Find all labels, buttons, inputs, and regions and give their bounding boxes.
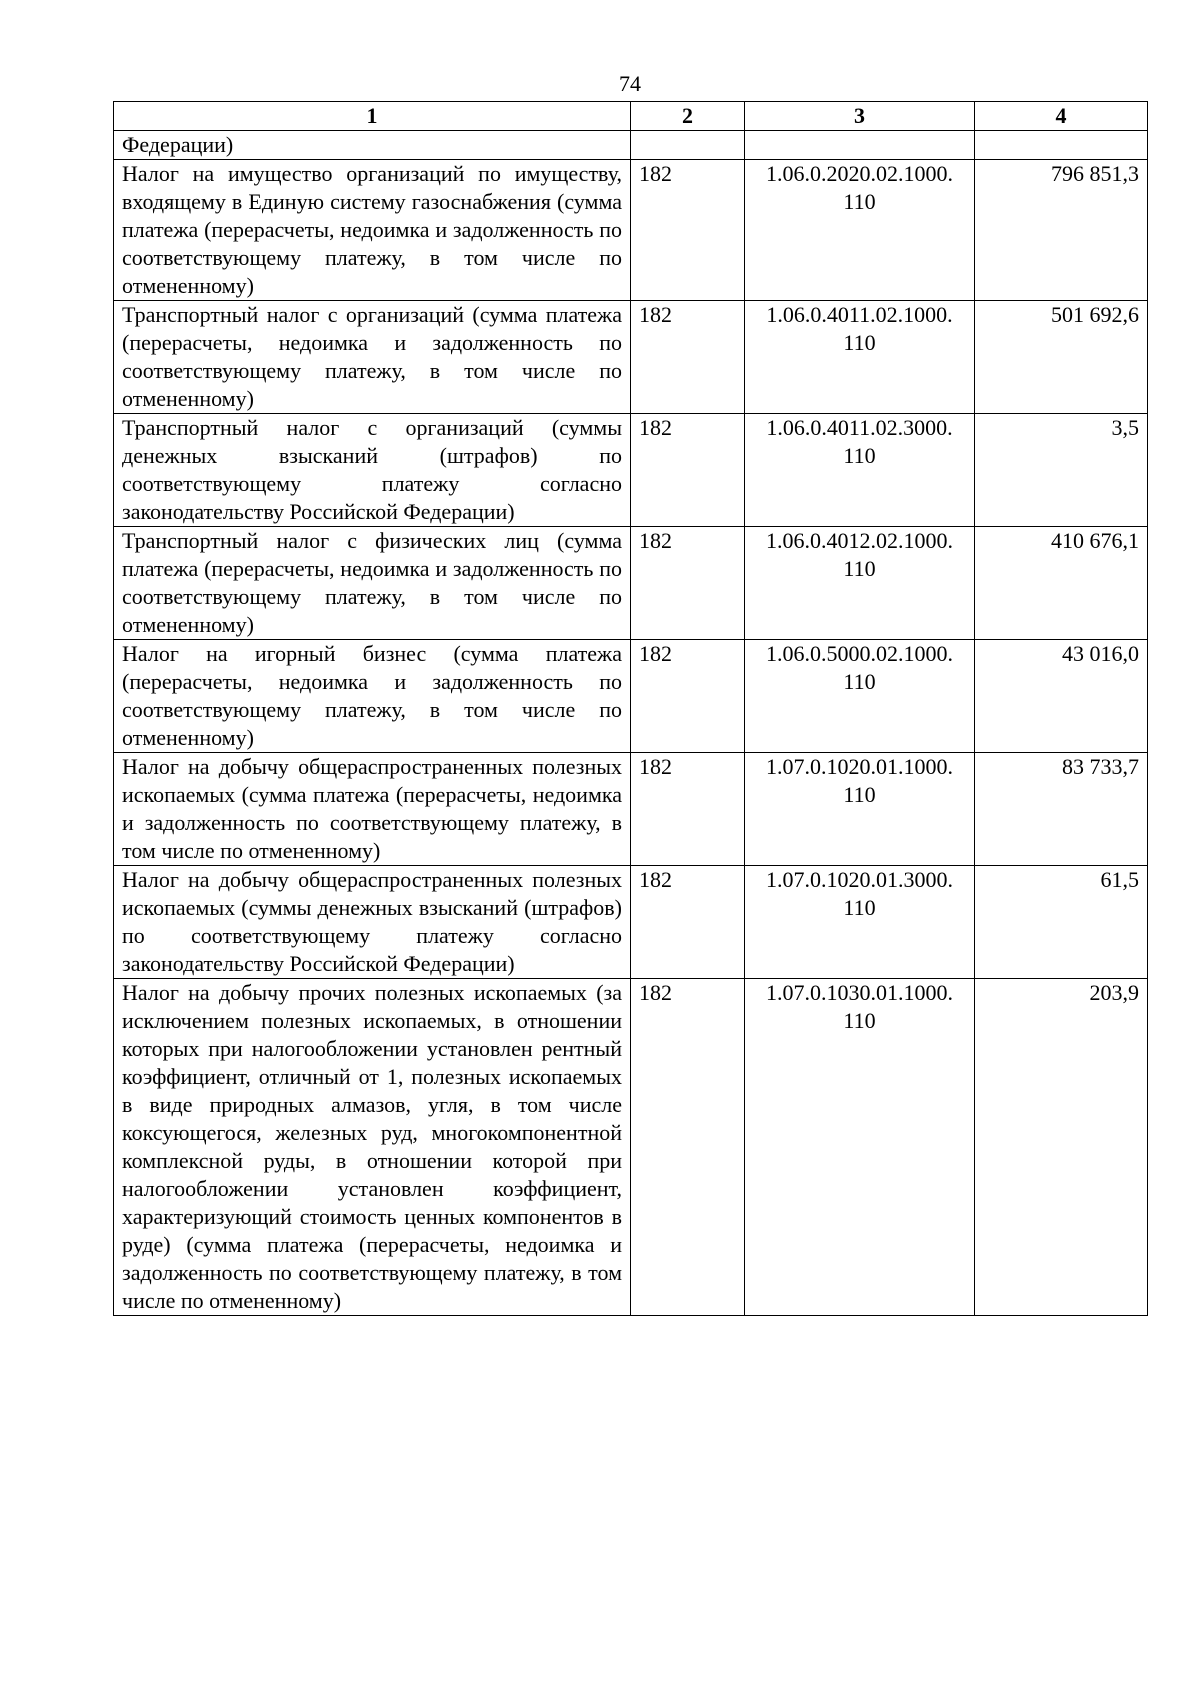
header-col-2: 2 <box>631 102 745 131</box>
table-row <box>114 527 1148 640</box>
kbk-code: 1.06.0.5000.02.1000. <box>766 641 953 666</box>
table-row <box>114 866 1148 979</box>
row-kbk <box>745 527 975 640</box>
header-col-1: 1 <box>114 102 631 131</box>
row-amount: 43 016,0 <box>975 640 1148 753</box>
page-number: 74 <box>619 71 641 96</box>
row-admin-code: 182 <box>631 753 745 866</box>
row-admin-code <box>631 131 745 160</box>
kbk-code: 1.06.0.4011.02.1000. <box>766 302 953 327</box>
row-kbk <box>745 414 975 527</box>
header-col-4: 4 <box>975 102 1148 131</box>
table-row <box>114 414 1148 527</box>
row-kbk <box>745 753 975 866</box>
kbk-code: 1.06.0.2020.02.1000. <box>766 161 953 186</box>
row-admin-code: 182 <box>631 640 745 753</box>
row-name: Налог на добычу общераспространенных полезных ископаемых (суммы денежных взысканий (штрафов) по соответствующему платежу согласно законодательству Российской Федерации) <box>114 866 631 979</box>
row-name: Налог на имущество организаций по имуществу, входящему в Единую систему газоснабжения (сумма платежа (перерасчеты, недоимка и задолженность по соответствующему платежу, в том числе по отмененному) <box>114 160 631 301</box>
row-kbk <box>745 301 975 414</box>
row-admin-code: 182 <box>631 527 745 640</box>
table-header <box>114 102 1148 131</box>
kbk-suffix: 110 <box>843 443 876 468</box>
table-row <box>114 301 1148 414</box>
row-amount: 501 692,6 <box>975 301 1148 414</box>
row-name: Транспортный налог с физических лиц (сумма платежа (перерасчеты, недоимка и задолженность по соответствующему платежу, в том числе по отмененному) <box>114 527 631 640</box>
row-amount: 203,9 <box>975 979 1148 1316</box>
table-row <box>114 640 1148 753</box>
table-body <box>114 131 1148 1316</box>
kbk-suffix: 110 <box>843 669 876 694</box>
row-amount <box>975 131 1148 160</box>
row-kbk <box>745 979 975 1316</box>
kbk-suffix: 110 <box>843 330 876 355</box>
row-amount: 410 676,1 <box>975 527 1148 640</box>
table-row <box>114 753 1148 866</box>
row-kbk <box>745 160 975 301</box>
row-amount: 796 851,3 <box>975 160 1148 301</box>
row-amount: 61,5 <box>975 866 1148 979</box>
kbk-suffix: 110 <box>843 189 876 214</box>
row-name: Транспортный налог с организаций (сумма платежа (перерасчеты, недоимка и задолженность по соответствующему платежу, в том числе по отмененному) <box>114 301 631 414</box>
row-admin-code: 182 <box>631 301 745 414</box>
kbk-suffix: 110 <box>843 895 876 920</box>
row-admin-code: 182 <box>631 160 745 301</box>
row-name: Налог на добычу общераспространенных полезных ископаемых (сумма платежа (перерасчеты, недоимка и задолженность по соответствующему платежу, в том числе по отмененному) <box>114 753 631 866</box>
kbk-suffix: 110 <box>843 1008 876 1033</box>
kbk-suffix: 110 <box>843 556 876 581</box>
table-row <box>114 131 1148 160</box>
kbk-code: 1.07.0.1020.01.3000. <box>766 867 953 892</box>
table-row <box>114 160 1148 301</box>
kbk-code: 1.07.0.1030.01.1000. <box>766 980 953 1005</box>
row-admin-code: 182 <box>631 414 745 527</box>
row-amount: 3,5 <box>975 414 1148 527</box>
kbk-suffix: 110 <box>843 782 876 807</box>
kbk-code: 1.06.0.4011.02.3000. <box>766 415 953 440</box>
revenue-table <box>113 101 1148 1316</box>
row-admin-code: 182 <box>631 979 745 1316</box>
row-name: Налог на игорный бизнес (сумма платежа (перерасчеты, недоимка и задолженность по соответствующему платежу, в том числе по отмененному) <box>114 640 631 753</box>
row-admin-code: 182 <box>631 866 745 979</box>
row-kbk <box>745 640 975 753</box>
row-name: Налог на добычу прочих полезных ископаемых (за исключением полезных ископаемых, в отношении которых при налогообложении установлен рентный коэффициент, отличный от 1, полезных ископаемых в виде природных алмазов, угля, в том числе коксующегося, железных руд, многокомпонентной комплексной руды, в отношении которой при налогообложении установлен коэффициент, характеризующий стоимость ценных компонентов в руде) (сумма платежа (перерасчеты, недоимка и задолженность по соответствующему платежу, в том числе по отмененному) <box>114 979 631 1316</box>
kbk-code: 1.07.0.1020.01.1000. <box>766 754 953 779</box>
table-row <box>114 979 1148 1316</box>
row-name: Федерации) <box>114 131 631 160</box>
row-kbk <box>745 131 975 160</box>
kbk-code: 1.06.0.4012.02.1000. <box>766 528 953 553</box>
header-row <box>114 102 1148 131</box>
row-kbk <box>745 866 975 979</box>
header-col-3: 3 <box>745 102 975 131</box>
row-amount: 83 733,7 <box>975 753 1148 866</box>
row-name: Транспортный налог с организаций (суммы денежных взысканий (штрафов) по соответствующему платежу согласно законодательству Российской Федерации) <box>114 414 631 527</box>
